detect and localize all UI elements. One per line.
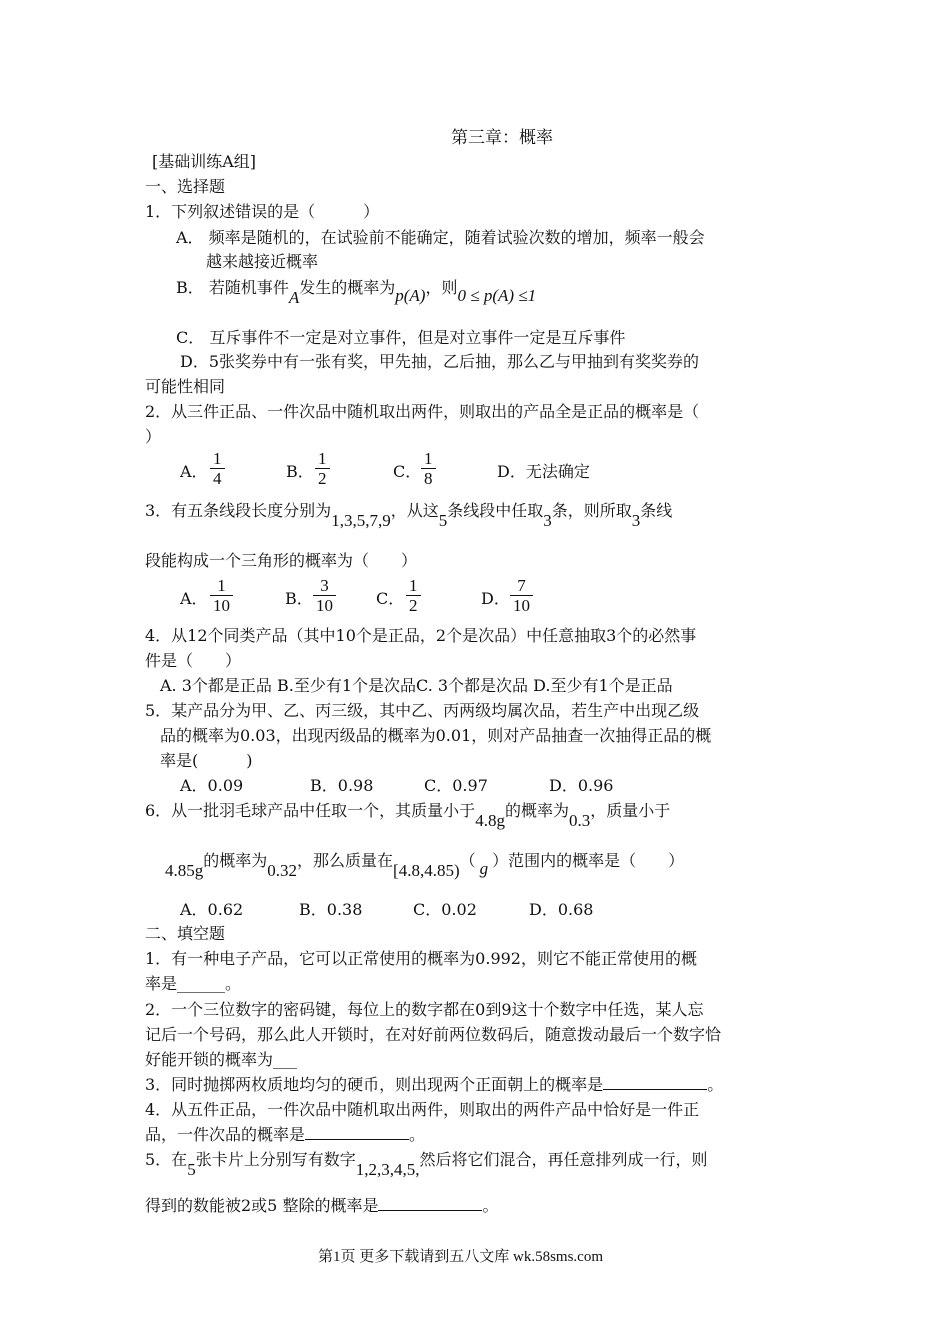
q2-b-fraction (315, 449, 330, 488)
q6-mass1: 4.8g (475, 811, 505, 830)
f5-text-d: 得到的数能被2或5 整除的概率是 (145, 1196, 379, 1215)
q3-c-fraction (406, 576, 421, 615)
q3-d-fraction (510, 576, 533, 615)
q5-option-b: B．0.98 (310, 776, 374, 795)
q2-option-c: C． (393, 462, 422, 481)
q2-b-den: 2 (318, 469, 327, 488)
q3-text-c: 条线段中任取 (447, 501, 544, 520)
f5-text-b: 张卡片上分别写有数字 (195, 1150, 356, 1169)
q3-text-e: 条线 (640, 501, 673, 520)
q4-options: A. 3个都是正品 B.至少有1个是次品C. 3个都是次品 D.至少有1个是正品 (160, 676, 673, 695)
q6-text-a: 6．从一批羽毛球产品中任取一个，其质量小于 (145, 801, 476, 820)
f5-n: 5 (187, 1160, 196, 1179)
q1-option-c: C． 互斥事件不一定是对立事件，但是对立事件一定是互斥事件 (176, 328, 626, 347)
q3-b-fraction (313, 576, 336, 615)
f2-line3: 好能开锁的概率为___ (145, 1050, 298, 1069)
f2-line1: 2．一个三位数字的密码键，每位上的数字都在0到9这十个数字中任选，某人忘 (145, 1000, 704, 1019)
q3-d-num: 7 (510, 576, 533, 596)
q3-b-num: 3 (313, 576, 336, 596)
q1-b-text2: 发生的概率为 (299, 278, 396, 297)
q3-option-d: D． (481, 589, 510, 608)
q3-option-c: C． (376, 589, 405, 608)
f4-text: 品，一件次品的概率是 (145, 1125, 306, 1144)
q1-b-text: B． 若随机事件 (176, 278, 289, 297)
q1-stem: 1．下列叙述错误的是（ ） (145, 202, 380, 221)
q5-option-d: D．0.96 (549, 776, 614, 795)
page-footer: 第1页 更多下载请到五八文库 wk.58sms.com (318, 1249, 604, 1265)
q6-option-d: D．0.68 (529, 900, 594, 919)
q3-b-den: 10 (316, 596, 333, 615)
q4-stem-cont: 件是（ ） (145, 651, 242, 670)
q2-option-a (180, 462, 208, 482)
f5-text-c: 然后将它们混合，再任意排列成一行，则 (419, 1150, 708, 1169)
f5-line2 (145, 1196, 498, 1216)
q6-prob1: 0.3 (568, 811, 591, 830)
q6-mass2: 4.85g (165, 861, 204, 880)
q3-stem-cont: 段能构成一个三角形的概率为（ ） (145, 551, 418, 570)
q3-text-d: 条，则所取 (551, 501, 632, 520)
f4-end: 。 (409, 1125, 426, 1144)
q1-option-b (176, 278, 537, 307)
section-choice-heading: 一、选择题 (145, 177, 226, 196)
q5-stem-cont2: 率是( ) (160, 751, 253, 770)
q2-a-den: 4 (213, 469, 222, 488)
q3-d-den: 10 (513, 596, 530, 615)
q2-a-label: A． (180, 462, 208, 481)
f5-blank (378, 1196, 482, 1211)
q3-n5: 5 (438, 511, 448, 530)
q4-stem: 4．从12个同类产品（其中10个是正品，2个是次品）中任意抽取3个的必然事 (145, 626, 697, 645)
f3-line1 (145, 1075, 723, 1095)
q5-stem: 5．某产品分为甲、乙、丙三级，其中乙、丙两级均属次品，若生产中出现乙级 (145, 701, 700, 720)
f3-end: 。 (707, 1075, 724, 1094)
q2-c-den: 8 (424, 469, 433, 488)
q2-a-num: 1 (210, 449, 225, 469)
q2-b-num: 1 (315, 449, 330, 469)
q3-a-den: 10 (213, 596, 230, 615)
f5-digits: 1,2,3,4,5, (355, 1160, 420, 1179)
f4-blank (305, 1125, 409, 1140)
chapter-title: 第三章：概率 (451, 128, 553, 148)
q1-option-a: A． 频率是随机的，在试验前不能确定，随着试验次数的增加，频率一般会 (176, 228, 705, 247)
q1-b-prob: p(A) (395, 286, 426, 305)
f3-text: 3．同时抛掷两枚质地均匀的硬币，则出现两个正面朝上的概率是 (145, 1075, 604, 1094)
q5-option-c: C．0.97 (424, 776, 488, 795)
f4-line2 (145, 1125, 425, 1145)
q2-option-b: B． (286, 462, 314, 481)
q2-c-num: 1 (421, 449, 436, 469)
q1-b-then: ，则 (425, 278, 458, 297)
q1-b-inequality: 0 ≤ p(A) ≤1 (457, 286, 537, 305)
q3-text-b: ，从这 (390, 501, 439, 520)
q5-option-a: A．0.09 (180, 776, 244, 795)
q6-stem (145, 801, 671, 830)
q2-option-d: D．无法确定 (497, 462, 590, 481)
f3-blank (603, 1075, 707, 1090)
f5-text-a: 5．在 (145, 1150, 188, 1169)
q6-text-d: 的概率为 (203, 851, 268, 870)
q2-a-fraction (210, 449, 225, 488)
group-label: [基础训练A组] (152, 152, 257, 171)
q3-a-fraction (210, 576, 233, 615)
q6-option-c: C．0.02 (413, 900, 477, 919)
f1-line2: 率是______。 (145, 974, 242, 993)
f1-line1: 1．有一种电子产品，它可以正常使用的概率为0.992，则它不能正常使用的概 (145, 949, 697, 968)
q6-unit-open: （ (459, 851, 476, 870)
f5-line1 (145, 1150, 708, 1179)
f5-end: 。 (482, 1196, 499, 1215)
q3-n3b: 3 (631, 511, 641, 530)
q6-text-e: ，那么质量在 (297, 851, 394, 870)
q6-text-c: ，质量小于 (590, 801, 671, 820)
q3-c-num: 1 (406, 576, 421, 596)
section-fill-heading: 二、填空题 (145, 924, 226, 943)
q3-a-num: 1 (210, 576, 233, 596)
q1-b-event: A (288, 288, 300, 307)
q6-option-b: B．0.38 (299, 900, 363, 919)
q5-stem-cont: 品的概率为0.03，出现丙级品的概率为0.01，则对产品抽查一次抽得正品的概 (160, 726, 712, 745)
q3-c-den: 2 (409, 596, 418, 615)
q3-lengths: 1,3,5,7,9 (331, 511, 391, 530)
q3-stem (145, 501, 673, 530)
q3-option-b: B． (285, 589, 313, 608)
q6-stem-cont (165, 851, 685, 880)
q6-unit-close: ）范围内的概率是（ ） (492, 851, 685, 870)
q3-option-a: A． (180, 589, 208, 608)
q2-c-fraction (421, 449, 436, 488)
f4-line1: 4．从五件正品，一件次品中随机取出两件，则取出的两件产品中恰好是一件正 (145, 1100, 700, 1119)
q3-text-a: 3．有五条线段长度分别为 (145, 501, 332, 520)
q2-stem: 2．从三件正品、一件次品中随机取出两件，则取出的产品全是正品的概率是（ (145, 402, 700, 421)
q6-option-a: A．0.62 (180, 900, 244, 919)
q6-text-b: 的概率为 (504, 801, 569, 820)
q2-stem-cont: ） (145, 427, 162, 446)
q6-unit: g (479, 859, 489, 878)
q1-option-a-cont: 越来越接近概率 (206, 252, 319, 271)
q6-prob2: 0.32 (267, 861, 298, 880)
q1-option-d-cont: 可能性相同 (145, 377, 226, 396)
q6-interval: [4.8,4.85) (393, 861, 460, 880)
f2-line2: 记后一个号码，那么此人开锁时，在对好前两位数码后，随意拨动最后一个数字恰 (145, 1025, 722, 1044)
q3-n3a: 3 (543, 511, 552, 530)
q1-option-d: D．5张奖券中有一张有奖，甲先抽，乙后抽，那么乙与甲抽到有奖奖券的 (180, 352, 700, 371)
